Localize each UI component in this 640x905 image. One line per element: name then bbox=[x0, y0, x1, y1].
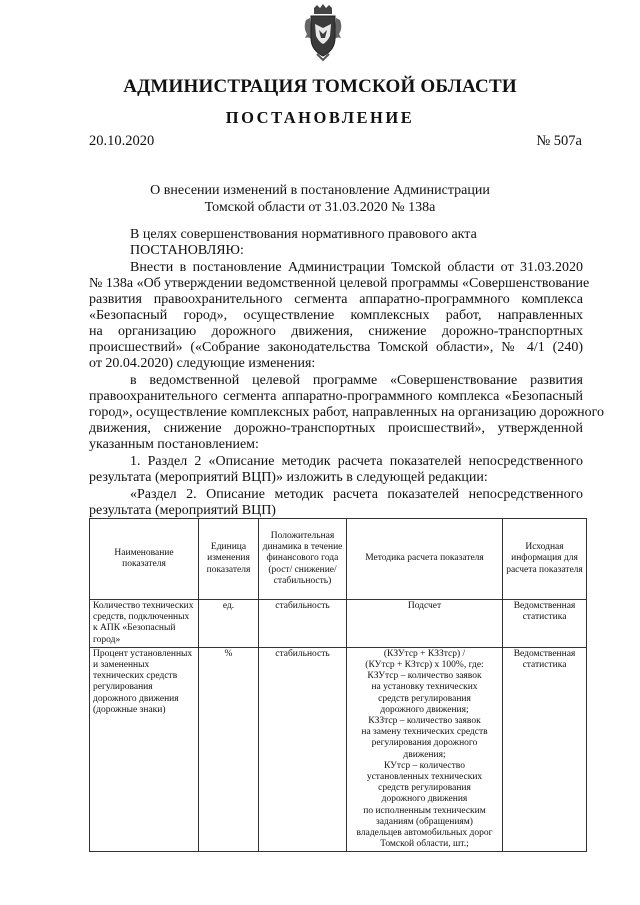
method-line: установленных технических bbox=[366, 772, 483, 783]
tomsk-coat-of-arms-icon bbox=[303, 4, 343, 62]
body-line: на организацию дорожного движения, снижение дорожно-транспортных bbox=[89, 324, 583, 339]
dynamics-cell: стабильность bbox=[259, 600, 347, 648]
header-cell: Единица изменения показателя bbox=[199, 519, 259, 600]
method-cell bbox=[347, 600, 503, 648]
table-header-row bbox=[90, 519, 587, 600]
method-line: владельцев автомобильных дорог bbox=[356, 828, 493, 839]
header-cell: Положительная динамика в течение финансового года (рост/ снижение/ стабильность) bbox=[259, 519, 347, 600]
table-row bbox=[90, 600, 587, 648]
method-cell bbox=[347, 647, 503, 852]
table-row bbox=[90, 647, 587, 852]
indicator-name-cell: Процент установленных и замененных технических средств регулирования дорожного движения (дорожные знаки) bbox=[90, 647, 199, 852]
method-line: дорожного движения bbox=[381, 794, 468, 805]
body-line: № 138а «Об утверждении ведомственной целевой программы «Совершенствование bbox=[89, 276, 590, 291]
source-cell: Ведомственная статистика bbox=[503, 600, 587, 648]
method-line: КУтср – количество bbox=[384, 760, 465, 771]
subject-line-2: Томской области от 31.03.2020 № 138а bbox=[204, 200, 436, 215]
document-type: ПОСТАНОВЛЕНИЕ bbox=[225, 108, 415, 127]
method-line: на замену технических средств bbox=[361, 727, 488, 738]
method-line: на установку технических bbox=[371, 682, 478, 693]
method-line: КЗЗтср – количество заявок bbox=[368, 716, 481, 727]
method-line: Томской области, шт.; bbox=[380, 839, 469, 850]
dynamics-cell: стабильность bbox=[259, 647, 347, 852]
method-line: средств регулирования bbox=[378, 693, 471, 704]
body-line: «Безопасный город», осуществление комплексных работ, направленных bbox=[89, 308, 583, 323]
method-line: регулирования дорожного bbox=[371, 738, 478, 749]
body-line: движения, снижение дорожно-транспортных происшествий», утвержденной bbox=[89, 421, 583, 436]
body-line: результата (мероприятий ВЦП) bbox=[89, 503, 276, 518]
body-line: 1. Раздел 2 «Описание методик расчета показателей непосредственного bbox=[130, 454, 583, 469]
header-cell: Наименование показателя bbox=[90, 519, 199, 600]
method-line: КЗУтср – количество заявок bbox=[367, 671, 482, 682]
method-line: средств регулирования bbox=[378, 783, 471, 794]
body-line: Внести в постановление Администрации Томской области от 31.03.2020 bbox=[130, 260, 583, 275]
subject-line-1: О внесении изменений в постановление Администрации bbox=[150, 183, 490, 198]
document-date: 20.10.2020 bbox=[89, 133, 155, 149]
header-cell: Исходная информация для расчета показателя bbox=[503, 519, 587, 600]
body-line: ПОСТАНОВЛЯЮ: bbox=[130, 243, 244, 258]
document-number: № 507а bbox=[536, 133, 582, 149]
method-line: (КЗУтср + КЗЗтср) / bbox=[383, 648, 466, 659]
body-line: правоохранительного сегмента аппаратно-программного комплекса «Безопасный bbox=[89, 389, 583, 404]
body-line: указанным постановлением: bbox=[89, 437, 259, 452]
source-cell: Ведомственная статистика bbox=[503, 647, 587, 852]
header-cell: Методика расчета показателя bbox=[347, 519, 503, 600]
method-line: заданиям (обращениям) bbox=[376, 816, 473, 827]
org-title: АДМИНИСТРАЦИЯ ТОМСКОЙ ОБЛАСТИ bbox=[123, 76, 517, 97]
body-line: происшествий» («Собрание законодательства Томской области», № 4/1 (240) bbox=[89, 340, 583, 355]
indicator-name-cell: Количество технических средств, подключенных к АПК «Безопасный город» bbox=[90, 600, 199, 648]
unit-cell: % bbox=[199, 647, 259, 852]
body-line: В целях совершенствования нормативного правового акта bbox=[130, 227, 477, 242]
body-line: развития правоохранительного сегмента аппаратно-программного комплекса bbox=[89, 292, 583, 307]
method-line: движения; bbox=[403, 749, 446, 760]
method-line: дорожного движения; bbox=[380, 704, 469, 715]
unit-cell: ед. bbox=[199, 600, 259, 648]
method-line: Подсчет bbox=[407, 601, 442, 611]
indicators-table bbox=[89, 518, 587, 852]
body-line: город», осуществление комплексных работ, направленных на организацию дорожного bbox=[89, 405, 605, 420]
body-line: в ведомственной целевой программе «Совершенствование развития bbox=[130, 373, 583, 388]
body-line: от 20.04.2020) следующие изменения: bbox=[89, 356, 316, 371]
method-line: по исполненным техническим bbox=[363, 805, 486, 816]
body-line: результата (мероприятий ВЦП)» изложить в следующей редакции: bbox=[89, 470, 488, 485]
body-line: «Раздел 2. Описание методик расчета показателей непосредственного bbox=[130, 487, 583, 502]
method-line: (КУтср + КЗтср) х 100%, где: bbox=[365, 660, 484, 671]
